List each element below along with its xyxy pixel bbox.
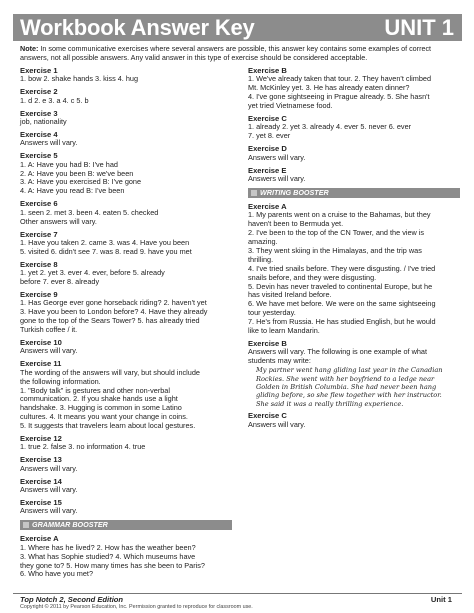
note-paragraph [20,44,458,62]
answer-line: Answers will vary. [20,346,78,356]
exercise-title: Exercise 5 [20,151,58,161]
exercise-block [20,534,232,579]
answer-line: Answers will vary. [248,173,306,183]
exercise-title: Exercise 14 [20,476,62,486]
answer-line: the following information. [20,376,101,386]
left-column [20,66,232,582]
exercise-title: Exercise 13 [20,455,62,465]
exercise-block [20,199,232,226]
exercise-block [248,166,460,184]
exercise-block [248,339,460,408]
exercise-block [248,202,460,336]
footer-divider [13,593,462,594]
exercise-title: Exercise C [248,114,287,124]
sample-writing-line: Rockies. She went with her boyfriend to a ledge near [256,374,435,383]
answer-line: 1. My parents went on a cruise to the Bahamas, but they [248,210,431,220]
answer-line: 4. I've tried snails before. They were disgusting. / I've tried [248,263,436,273]
exercise-block [20,230,232,257]
answer-line: 1. Has George ever gone horseback riding? 2. haven't yet [20,298,207,308]
exercise-title: Exercise 9 [20,289,58,299]
exercise-block [20,359,232,431]
answer-line: like to learn Mandarin. [248,326,320,336]
answer-line: Answers will vary. [20,506,78,516]
exercise-block [20,151,232,196]
answer-line: 5. Devin has never traveled to continental Europe, but he [248,281,433,291]
right-column [248,66,460,433]
sample-writing-line: gliding before, so she flew together with her instructor. [256,391,442,400]
writing-booster-banner: WRITING BOOSTER [248,188,460,198]
exercise-title: Exercise 2 [20,87,58,97]
answer-line: 7. yet 8. ever [248,131,291,141]
answer-line: Mt. McKinley yet. 3. He has already eaten dinner? [248,83,410,93]
answer-line: 6. We have met before. We were on the same sightseeing [248,299,436,309]
answer-line: has visited Ireland before. [248,290,332,300]
answer-line: tour yesterday. [248,308,296,318]
answer-line: haven't been to Bermuda yet. [248,219,344,229]
answer-line: Answers will vary. [248,152,306,162]
exercise-block [20,338,232,356]
answer-line: job, nationality [20,117,67,127]
answer-line: thrilling. [248,254,274,264]
exercise-block [20,455,232,473]
exercise-block [248,114,460,141]
answer-line: snails before, and they were disgusting. [248,272,377,282]
answer-line: communication. 2. If you shake hands use a light [20,394,178,404]
answer-line: 1. A: Have you had B: I've had [20,159,118,169]
exercise-title: Exercise 10 [20,337,62,347]
sample-writing-line: She said it was a really thrilling experience. [256,399,404,408]
answer-line: Answers will vary. [20,485,78,495]
exercise-title: Exercise A [248,201,287,211]
answer-line: gone to the top of the Sears Tower? 5. has already tried [20,316,200,326]
grammar-booster-banner: GRAMMAR BOOSTER [20,520,232,530]
exercise-block [20,87,232,105]
footer-copyright: Copyright © 2011 by Pearson Education, Inc. Permission granted to reproduce for classroom use. [20,604,253,610]
answer-line: 1. "Body talk" is gestures and other non-verbal [20,385,170,395]
exercise-title: Exercise 4 [20,129,58,139]
exercise-block [20,477,232,495]
answer-line: 7. He's from Russia. He has studied English, but he would [248,317,436,327]
answer-line: they gone to? 5. How many times has she been to Paris? [20,560,205,570]
note-label: Note: [20,44,39,53]
exercise-block [20,434,232,452]
sample-writing-line: Golden in British Columbia. She had never been hang [256,383,437,391]
answer-line: Other answers will vary. [20,216,97,226]
answer-line: Answers will vary. The following is one example of what [248,347,427,357]
exercise-title: Exercise B [248,338,287,348]
unit-label: UNIT 1 [384,15,454,40]
answer-line: 1. d 2. e 3. a 4. c 5. b [20,95,89,105]
exercise-title: Exercise B [248,66,287,75]
answer-line: 3. What has Sophie studied? 4. Which museums have [20,551,196,561]
exercise-block [20,130,232,148]
sample-writing-line: My partner went hang gliding last year in the Canadian [256,366,443,375]
answer-line: yet tried Vietnamese food. [248,101,333,111]
answer-line: 1. Have you taken 2. came 3. was 4. Have you been [20,237,190,247]
exercise-title: Exercise 11 [20,359,62,369]
answer-line: Answers will vary. [20,463,78,473]
answer-line: 6. Who have you met? [20,569,94,579]
answer-line: 3. A: Have you exercised B: I've gone [20,177,142,187]
answer-line: 1. seen 2. met 3. been 4. eaten 5. checked [20,207,159,217]
exercise-block [248,66,460,111]
footer-book-title: Top Notch 2, Second Edition [20,595,124,604]
answer-line: 5. visited 6. didn't see 7. was 8. read 9. have you met [20,246,192,256]
answer-line: 1. yet 2. yet 3. ever 4. ever, before 5. already [20,268,165,278]
exercise-block [20,290,232,335]
answer-line: 3. They went skiing in the Himalayas, and the trip was [248,245,422,255]
exercise-title: Exercise A [20,534,59,544]
answer-line: 1. Where has he lived? 2. How has the weather been? [20,542,196,552]
exercise-title: Exercise 1 [20,66,58,75]
answer-line: 1. bow 2. shake hands 3. kiss 4. hug [20,74,139,84]
exercise-block [20,498,232,516]
answer-line: 2. A: Have you been B: we've been [20,168,134,178]
answer-line: 3. Have you been to London before? 4. Have they already [20,307,208,317]
answer-line: 2. I've been to the top of the CN Tower, and the view is [248,228,425,238]
answer-line: 1. We've already taken that tour. 2. They haven't climbed [248,74,432,84]
answer-line: The wording of the answers will vary, but should include [20,367,200,377]
note-text: In some communicative exercises where several answers are possible, this answer key contains some examples of correct answers, not all possible answers. Any valid answer in this type of exercise should be considered acceptable. [20,44,432,62]
exercise-title: Exercise 7 [20,229,58,239]
answer-line: students may write: [248,356,311,366]
exercise-block [248,144,460,162]
answer-line: 5. It suggests that travelers learn about local gestures. [20,421,196,431]
page-title: Workbook Answer Key [20,15,255,40]
answer-line: Turkish coffee / it. [20,325,78,335]
exercise-title: Exercise 15 [20,497,62,507]
exercise-title: Exercise D [248,144,287,154]
exercise-title: Exercise 8 [20,259,58,269]
answer-line: Answers will vary. [248,419,306,429]
exercise-title: Exercise 6 [20,199,58,209]
exercise-title: Exercise 12 [20,434,62,444]
answer-line: 1. true 2. false 3. no information 4. true [20,442,146,452]
exercise-title: Exercise E [248,165,287,175]
exercise-block [20,66,232,84]
page-header [13,14,462,41]
exercise-block [20,109,232,127]
answer-line: 4. A: Have you read B: I've been [20,186,125,196]
answer-line: cultures. 4. It means you want your change in coins. [20,412,188,422]
exercise-title: Exercise 3 [20,108,58,118]
footer-unit-label: Unit 1 [430,595,452,604]
answer-line: 4. I've gone sightseeing in Prague already. 5. She hasn't [248,92,430,102]
exercise-title: Exercise C [248,411,287,421]
answer-line: before 7. ever 8. already [20,277,100,287]
exercise-block [248,411,460,429]
answer-line: amazing. [248,237,278,246]
answer-line: 1. already 2. yet 3. already 4. ever 5. never 6. ever [248,122,412,132]
answer-line: handshake. 3. Hugging is common in some Latino [20,403,182,413]
exercise-block [20,260,232,287]
answer-line: Answers will vary. [20,138,78,148]
